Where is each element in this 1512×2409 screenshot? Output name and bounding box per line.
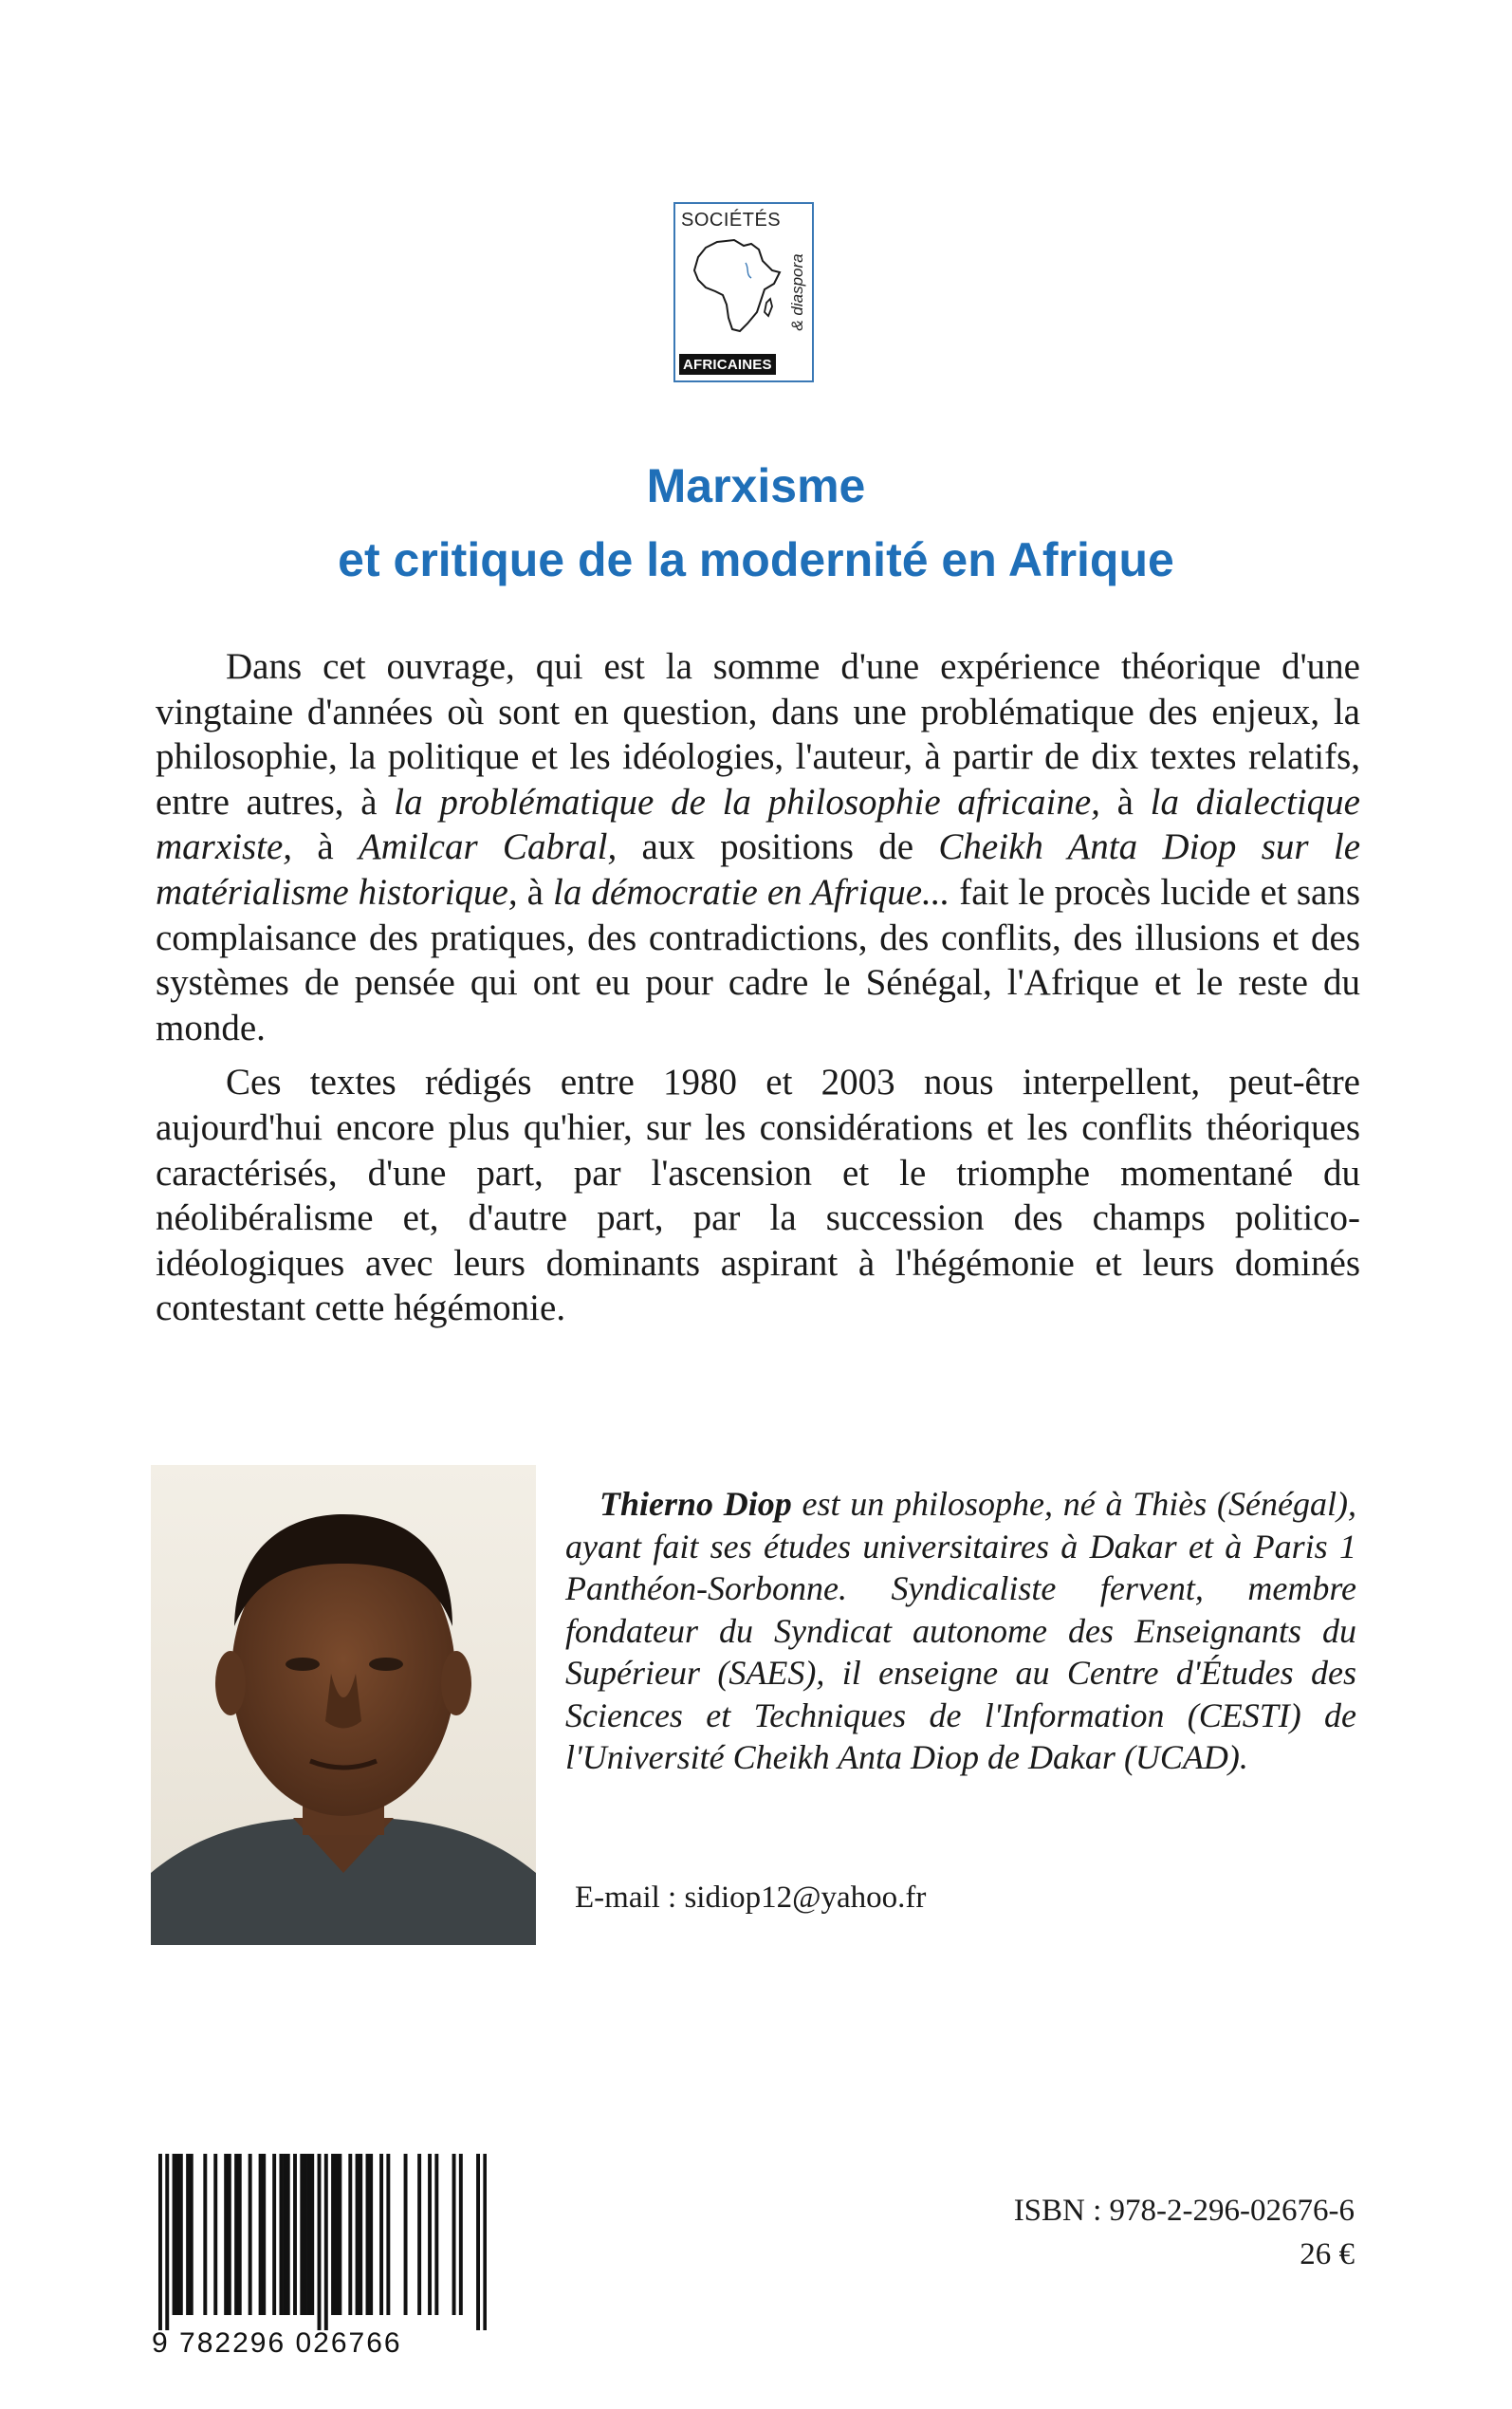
barcode-bar	[213, 2154, 217, 2315]
author-bio-text: est un philosophe, né à Thiès (Sénégal), ayant fait ses études universitaires à Dakar et à Paris 1 Panthéon-Sorbonne. Syndicaliste fervent, membre fondateur du Syndicat autonome des Enseignants du Supérieur (SAES), il enseigne au Centre d'Études des Sciences et Techniques de l'Information (CESTI) de l'Université Cheikh Anta Diop de Dakar (UCAD).	[565, 1485, 1356, 1776]
barcode-bar	[369, 2154, 373, 2315]
barcode-bar	[459, 2154, 463, 2315]
description-paragraph-2: Ces textes rédigés entre 1980 et 2003 nous interpellent, peut-être aujourd'hui encore plus qu'hier, sur les considérations et les conflits théoriques caractérisés, d'une part, par l'ascension et le triomphe momentané du néolibéralisme et, d'autre part, par la succession des champs politico-idéologiques avec leurs dominants aspirant à l'hégémonie et leurs dominés contestant cette hégémonie.	[156, 1062, 1360, 1329]
barcode-bar	[234, 2154, 238, 2315]
barcode-bar	[324, 2154, 328, 2330]
barcode-bar	[335, 2154, 339, 2315]
barcode-bar	[179, 2154, 183, 2315]
text-run: à	[1099, 781, 1151, 823]
barcode-bar	[175, 2154, 179, 2315]
barcode-bar	[417, 2154, 421, 2315]
barcode-bar	[165, 2154, 169, 2330]
price-text: 26 €	[1300, 2237, 1355, 2271]
barcode-bar	[279, 2154, 283, 2315]
logo-bottom-text: AFRICAINES	[679, 354, 776, 375]
barcode-bar	[190, 2154, 194, 2315]
author-portrait-image	[151, 1465, 536, 1945]
barcode-bar	[348, 2154, 352, 2315]
book-title-line-2: et critique de la modernité en Afrique	[338, 533, 1174, 586]
barcode-bar	[331, 2154, 335, 2315]
barcode-bar	[338, 2154, 341, 2315]
barcode-bar	[283, 2154, 286, 2315]
logo-side-text: & diaspora	[788, 253, 806, 331]
barcode-bar	[203, 2154, 207, 2315]
barcode-bar	[300, 2154, 304, 2315]
italic-run: la dialectique marxiste,	[156, 781, 1360, 868]
barcode-bar	[366, 2154, 370, 2315]
author-bio	[565, 1483, 1356, 1779]
isbn-barcode	[158, 2154, 487, 2330]
barcode-bar	[359, 2154, 362, 2315]
barcode-digits: 9 782296 026766	[152, 2327, 402, 2359]
author-email: E-mail : sidiop12@yahoo.fr	[575, 1881, 927, 1915]
barcode-bar	[386, 2154, 390, 2315]
barcode-bar	[224, 2154, 228, 2315]
barcode-bar	[186, 2154, 190, 2315]
barcode-bar	[483, 2154, 487, 2330]
logo-side-text-container	[787, 231, 808, 354]
barcode-bar	[379, 2154, 383, 2315]
barcode-bar	[262, 2154, 266, 2315]
description	[156, 644, 1360, 1331]
text-run: à	[292, 826, 359, 868]
italic-run: Amilcar Cabral,	[358, 826, 618, 868]
barcode-bar	[356, 2154, 360, 2315]
logo-top-text: SOCIÉTÉS	[681, 210, 782, 231]
barcode-bar	[452, 2154, 456, 2315]
author-photo	[151, 1465, 536, 1945]
italic-run: la problématique de la philosophie africaine,	[394, 781, 1100, 823]
barcode-bar	[228, 2154, 231, 2315]
barcode-bar	[310, 2154, 314, 2315]
barcode-bar	[238, 2154, 242, 2315]
africa-map-icon	[689, 236, 784, 339]
italic-run: Cheikh Anta Diop sur le matérialisme historique,	[156, 826, 1361, 913]
barcode-bar	[158, 2154, 162, 2330]
barcode-bar	[434, 2154, 438, 2315]
barcode-bar	[404, 2154, 408, 2315]
author-bio-paragraph	[565, 1483, 1356, 1779]
italic-run: la démocratie en Afrique...	[553, 871, 950, 913]
barcode-bar	[173, 2154, 176, 2315]
barcode-bar	[318, 2154, 322, 2330]
author-name: Thierno Diop	[599, 1485, 792, 1523]
description-paragraph-1	[156, 644, 1360, 1050]
barcode-bar	[304, 2154, 307, 2315]
text-run: Dans cet ouvrage, qui est la somme d'une expérience théorique d'une vingtaine d'années où sont en question, dans une problématique des enjeux, la philosophie, la politique et les idéologies, l'auteur, à partir de dix textes relatifs, entre autres, à	[156, 646, 1360, 823]
barcode-bar	[286, 2154, 290, 2315]
barcode-bar	[272, 2154, 276, 2315]
barcode-bar	[428, 2154, 432, 2315]
barcode-bar	[259, 2154, 263, 2315]
barcode-bar	[293, 2154, 297, 2315]
text-run: à	[517, 871, 554, 913]
barcode-bar	[307, 2154, 311, 2315]
text-run: fait le procès lucide et sans complaisance des pratiques, des contradictions, des conflits, des illusions et des systèmes de pensée qui ont eu pour cadre le Sénégal, l'Afrique et le reste du monde.	[156, 871, 1361, 1048]
isbn-text: ISBN : 978-2-296-02676-6	[1013, 2194, 1355, 2228]
text-run: aux positions de	[617, 826, 939, 868]
barcode-bar	[249, 2154, 252, 2315]
book-title-line-1: Marxisme	[646, 459, 866, 512]
barcode-bar	[476, 2154, 480, 2330]
collection-logo	[673, 202, 814, 382]
